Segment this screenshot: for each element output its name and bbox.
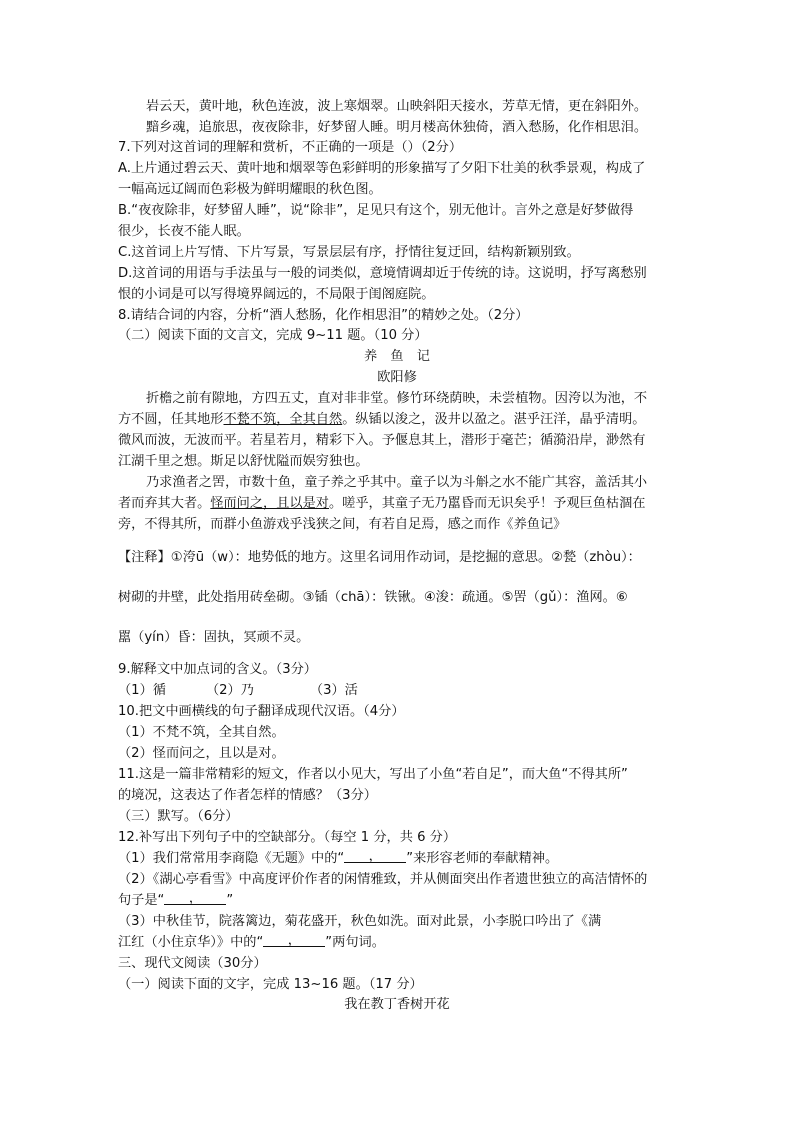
essay-p2-line2: 者而弃其大者。怪而问之，且以是对。嗟乎，其童子无乃嚚昏而无识矣乎！予观巨鱼枯涸在 (118, 496, 646, 511)
essay-title: 养 鱼 记 (364, 349, 430, 364)
poem-line-2: 黯乡魂，追旅思，夜夜除非，好梦留人睡。明月楼高休独倚，酒入愁肠，化作相思泪。 (146, 120, 648, 135)
essay-p2-line1: 乃求渔者之罟，市数十鱼，童子养之乎其中。童子以为斗斛之水不能广其容，盖活其小 (146, 475, 648, 490)
q7-option-c: C.这首词上片写情、下片写景，写景层层有序，抒情往复迂回，结构新颖别致。 (118, 245, 580, 260)
q11-line2: 的境况，这表达了作者怎样的情感？（3分） (118, 788, 377, 803)
section-2-1-heading: （二）阅读下面的文言文，完成 9~11 题。（10 分） (118, 328, 428, 343)
q7-option-a-line1: A.上片通过碧云天、黄叶地和烟翠等色彩鲜明的形象描写了夕阳下壮美的秋季景观，构成了 (118, 161, 646, 176)
part-3-heading: 三、现代文阅读（30分） (118, 956, 267, 971)
q9-stem: 9.解释文中加点词的含义。（3分） (118, 662, 317, 677)
q12-item-1: （1）我们常常用李商隐《无题》中的“ ， ”来形容老师的奉献精神。 (118, 849, 559, 866)
q12-item-2-line2: 句子是“ ， ” (118, 891, 234, 908)
q10-sentence-1: （1）不梵不筑，全其自然。 (118, 725, 285, 740)
q12-item-2-line1: （2）《湖心亭看雪》中高度评价作者的闲情雅致，并从侧面突出作者遗世独立的高洁情怀的 (118, 872, 648, 887)
notes-line1: 【注释】①洿ū（w）：地势低的地方。这里名词用作动词，是挖掘的意思。②甃（zhòu）： (118, 550, 641, 565)
q10-stem: 10.把文中画横线的句子翻译成现代汉语。（4分） (118, 704, 405, 719)
q12-item-3-line2: 江红（小住京华）》中的“ ， ”两句词。 (118, 933, 385, 950)
essay-p1-line2: 方不圆，任其地形不甃不筑，全其自然。纵锸以浚之，汲井以盈之。湛乎汪洋，晶乎清明。 (118, 412, 646, 427)
q7-option-b-line2: 很少，长夜不能人眠。 (118, 224, 250, 239)
notes-line2: 树砌的井壁，此处指用砖垒砌。③锸（chā）：铁锹。④浚：疏通。⑤罟（gǔ）：渔网。⑥ (118, 590, 628, 605)
q7-option-b-line1: B.“夜夜除非，好梦留人睡”，说“除非”，足见只有这个，别无他计。言外之意是好梦做得 (118, 203, 634, 218)
answer-blank[interactable]: ， (164, 891, 226, 905)
essay-p1-line1: 折檐之前有隙地，方四五丈，直对非非堂。修竹环绕荫映，未尝植物。因洿以为池，不 (146, 391, 648, 406)
underlined-sentence-1: 不甃不筑，全其自然 (223, 412, 343, 427)
article-title: 我在教丁香树开花 (344, 997, 450, 1012)
q12-item-3-line1: （3）中秋佳节，院落篱边，菊花盛开，秋色如洗。面对此景，小李脱口吟出了《满 (118, 914, 602, 929)
notes-line3: 嚚（yín）昏：固执，冥顽不灵。 (118, 630, 310, 645)
q7-option-d-line2: 恨的小词是可以写得境界阔远的，不局限于闺阁庭院。 (118, 287, 435, 302)
q8: 8.请结合词的内容，分析“酒人愁肠，化作相思泪”的精妙之处。（2分） (118, 308, 529, 323)
q12-stem: 12.补写出下列句子中的空缺部分。（每空 1 分，共 6 分） (118, 830, 457, 845)
q10-sentence-2: （2）怪而问之，且以是对。 (118, 746, 285, 761)
q11-line1: 11.这是一篇非常精彩的短文，作者以小见大，写出了小鱼“若自足”，而大鱼“不得其所” (118, 767, 628, 782)
essay-p1-line4: 江湖千里之想。斯足以舒忧隘而娱穷独也。 (118, 454, 369, 469)
essay-p2-line3: 旁，不得其所，而群小鱼游戏乎浅狭之间，有若自足焉，感之而作《养鱼记》 (118, 517, 567, 532)
q7-option-d-line1: D.这首词的用语与手法虽与一般的词类似，意境情调却近于传统的诗。这说明，抒写离愁别 (118, 266, 647, 281)
underlined-sentence-2: 怪而问之，且以是对 (210, 496, 329, 511)
part-3-1-heading: （一）阅读下面的文字，完成 13~16 题。（17 分） (118, 977, 423, 992)
answer-blank[interactable]: ， (344, 849, 406, 863)
q7-option-a-line2: 一幅高远辽阔而色彩极为鲜明耀眼的秋色图。 (118, 182, 382, 197)
q7-stem: 7.下列对这首词的理解和赏析，不正确的一项是（）（2分） (118, 140, 463, 155)
answer-blank[interactable]: ， (263, 933, 325, 947)
q9-options: （1）循 （2）乃 （3）活 (118, 683, 358, 698)
section-3-heading: （三）默写。（6分） (118, 809, 239, 824)
essay-p1-line3: 微风而波，无波而平。若星若月，精彩下入。予偃息其上，潜形于毫芒；循漪沿岸，渺然有 (118, 433, 646, 448)
essay-author: 欧阳修 (377, 370, 417, 385)
poem-line-1: 岩云天，黄叶地，秋色连波，波上寒烟翠。山映斜阳天接水，芳草无情，更在斜阳外。 (146, 99, 648, 114)
